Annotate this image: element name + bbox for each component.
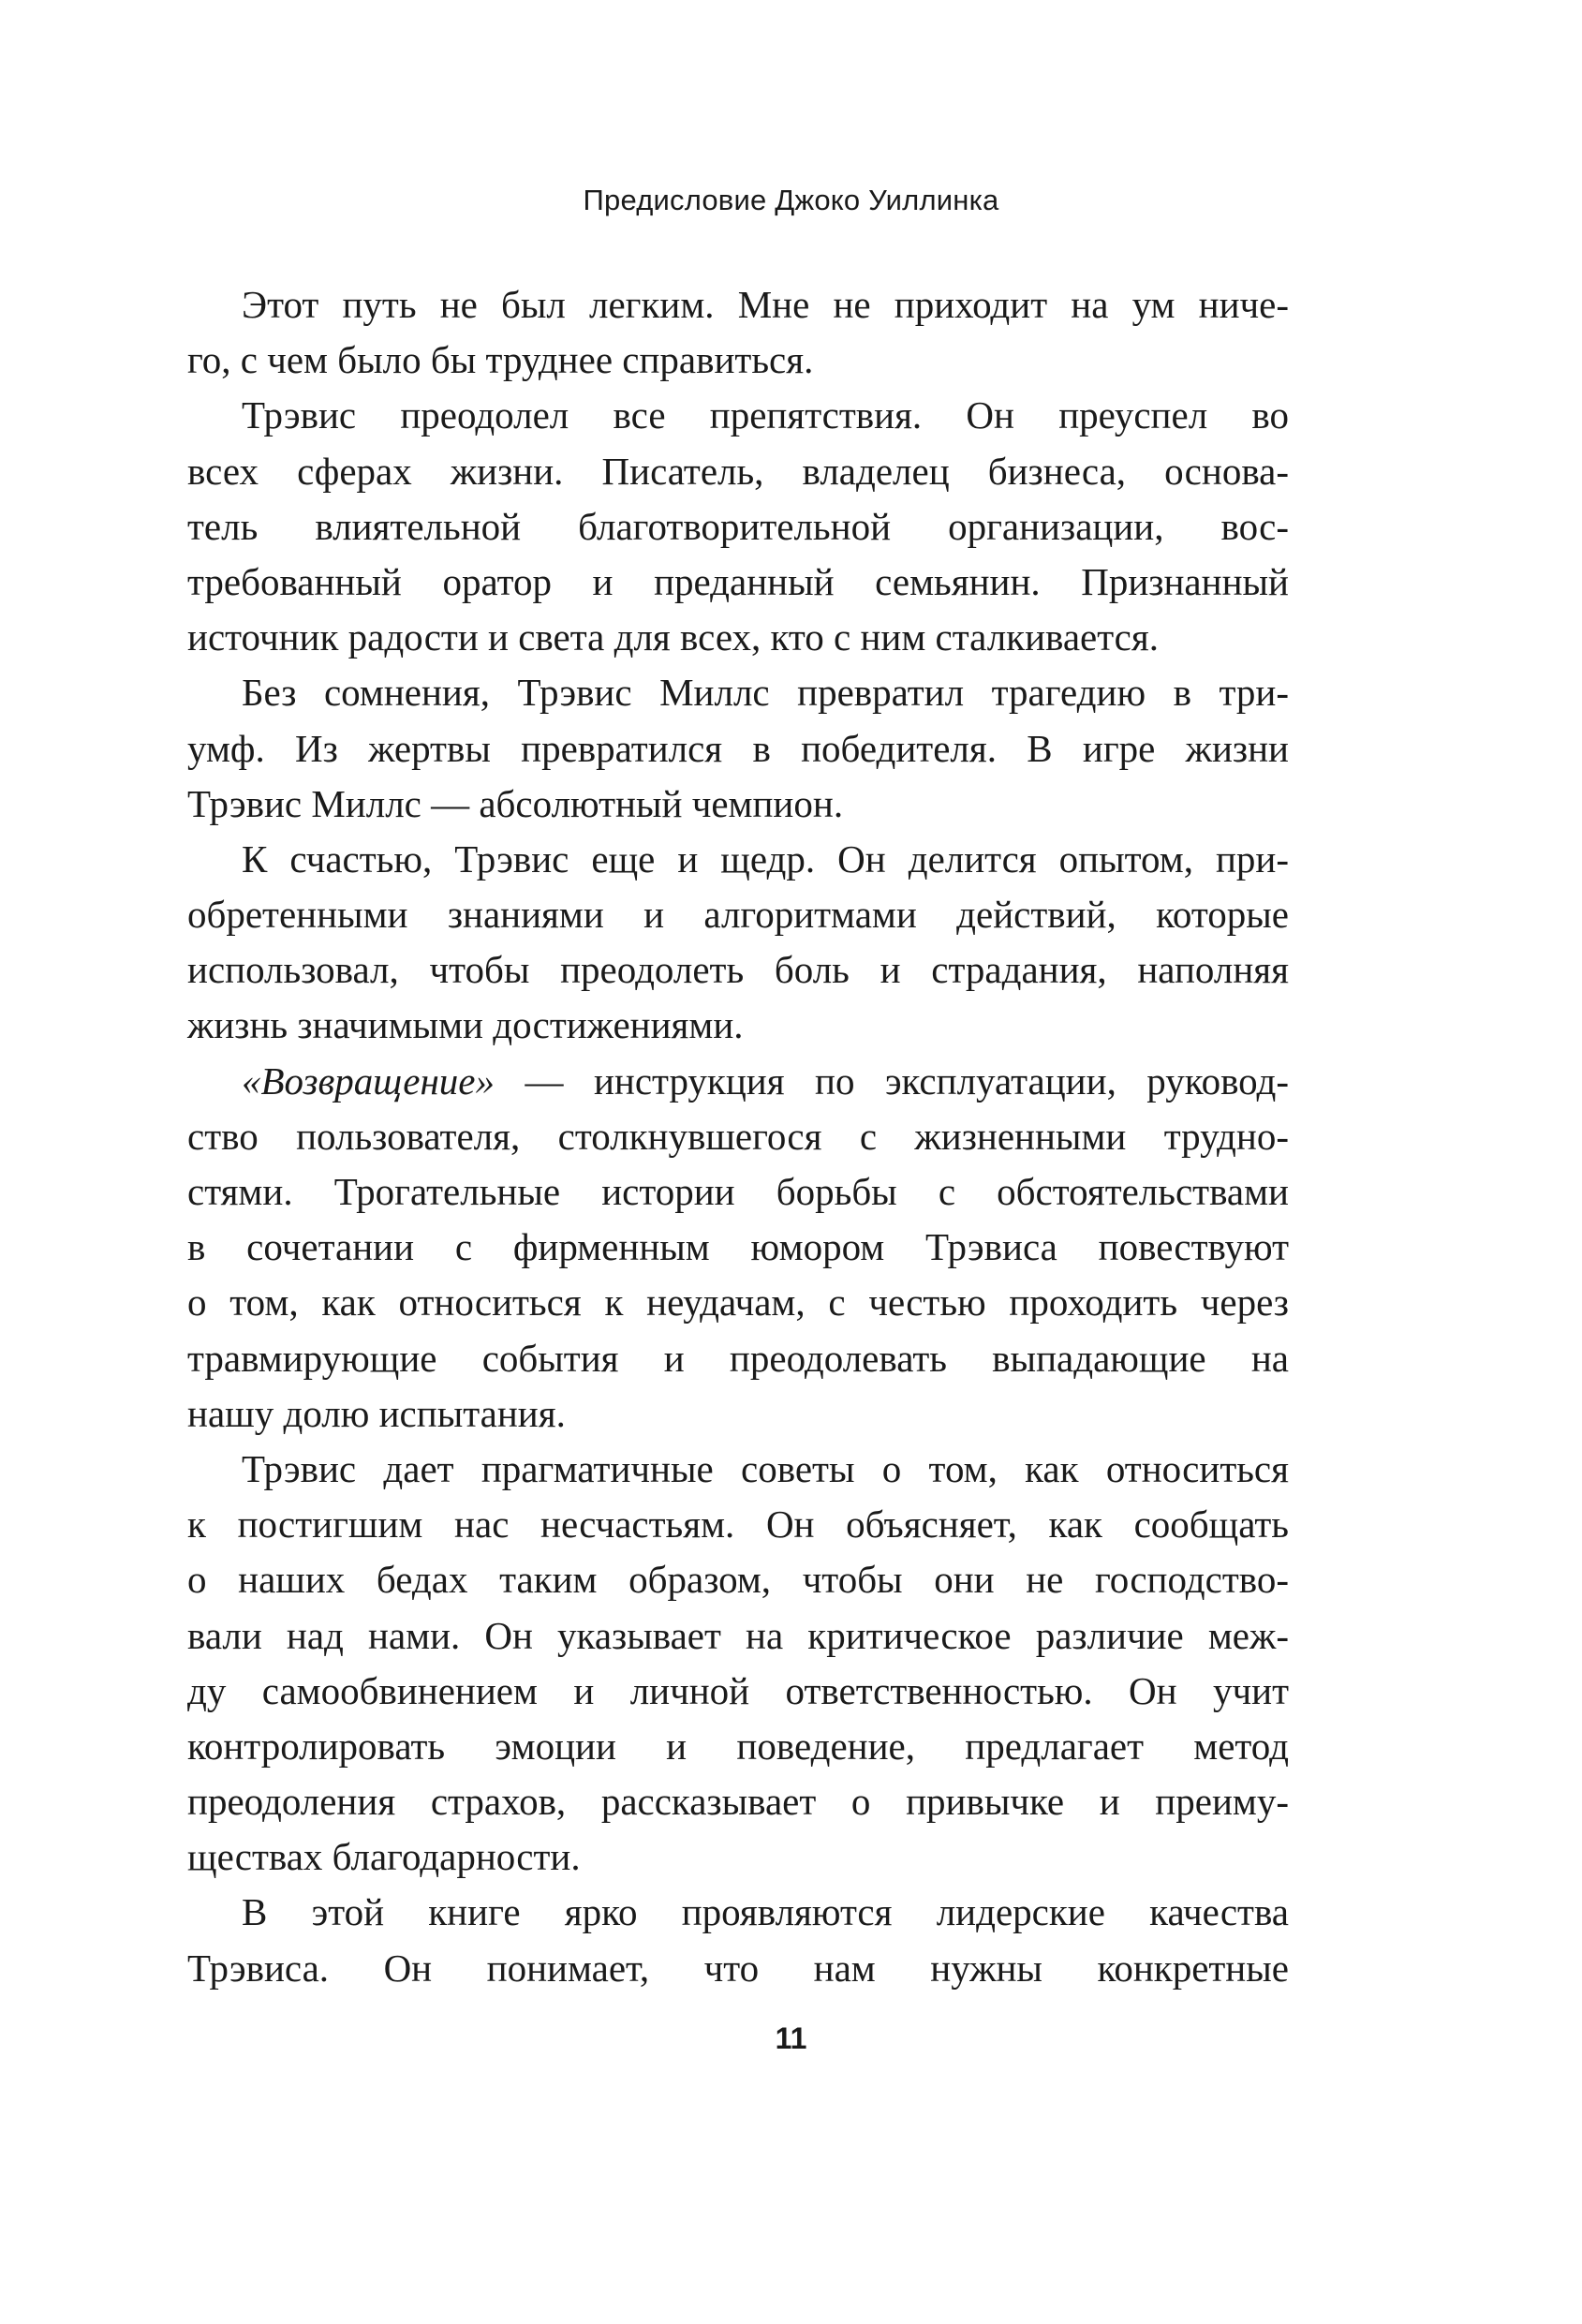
line-text: нашу долю испытания.: [187, 1391, 566, 1435]
text-line: [187, 444, 1289, 499]
line-text: о том, как относиться к неудачам, с честью проходить через: [187, 1280, 1289, 1325]
text-line: [187, 388, 1289, 443]
text-line: [187, 777, 1289, 832]
text-line: [187, 1829, 1289, 1885]
line-text: ществах благодарности.: [187, 1835, 581, 1879]
running-header: Предисловие Джоко Уиллинка: [583, 184, 999, 216]
line-text: го, с чем было бы труднее справиться.: [187, 338, 814, 382]
text-line: [187, 1054, 1289, 1109]
text-line: [187, 832, 1289, 887]
text-line: [187, 887, 1289, 942]
text-line: [187, 942, 1289, 998]
line-text: умф. Из жертвы превратился в победителя. В игре жизни: [187, 726, 1289, 770]
text-line: [187, 1331, 1289, 1386]
text-line: [187, 1442, 1289, 1497]
line-text: требованный оратор и преданный семьянин. Признанный: [187, 559, 1289, 603]
text-line: [187, 1774, 1289, 1829]
text-line: [187, 277, 1289, 333]
line-text: Этот путь не был легким. Мне не приходит на ум ниче-: [242, 283, 1289, 326]
line-text: Трэвиса. Он понимает, что нам нужны конкретные: [187, 1946, 1289, 1990]
line-text: В этой книге ярко проявляются лидерские качества: [242, 1890, 1289, 1934]
line-text: стями. Трогательные истории борьбы с обстоятельствами: [187, 1170, 1289, 1213]
book-title-italic: «Возвращение»: [242, 1058, 495, 1103]
line-text: Трэвис Миллс — абсолютный чемпион.: [187, 781, 844, 825]
body-text: [187, 277, 1289, 1996]
text-line: [187, 1164, 1289, 1220]
line-text: использовал, чтобы преодолеть боль и страдания, наполняя: [187, 948, 1289, 992]
line-text: Трэвис дает прагматичные советы о том, как относиться: [242, 1446, 1289, 1490]
text-line: [187, 499, 1289, 555]
page-number: 11: [775, 2021, 807, 2055]
text-line: [187, 721, 1289, 777]
line-text: вали над нами. Он указывает на критическое различие меж-: [187, 1613, 1289, 1657]
text-line: [187, 1608, 1289, 1664]
line-text: травмирующие события и преодолевать выпадающие на: [187, 1336, 1289, 1380]
text-line: [187, 1885, 1289, 1940]
text-line: [187, 1552, 1289, 1607]
line-text: ство пользователя, столкнувшегося с жизненными трудно-: [187, 1114, 1289, 1158]
text-line: [187, 333, 1289, 388]
text-line: [187, 1941, 1289, 1996]
text-line: [187, 1275, 1289, 1330]
text-line: [187, 1220, 1289, 1275]
line-text: — инструкция по эксплуатации, руковод-: [495, 1058, 1289, 1103]
line-text: К счастью, Трэвис еще и щедр. Он делится опытом, при-: [242, 836, 1289, 881]
text-line: [187, 1664, 1289, 1719]
text-line: [187, 1109, 1289, 1164]
text-line: [187, 1386, 1289, 1442]
line-text: Без сомнения, Трэвис Миллс превратил трагедию в три-: [242, 671, 1289, 715]
line-text: преодоления страхов, рассказывает о привычке и преиму-: [187, 1780, 1289, 1824]
line-text: тель влиятельной благотворительной организации, вос-: [187, 504, 1289, 548]
line-text: ду самообвинением и личной ответственностью. Он учит: [187, 1668, 1289, 1712]
line-text: жизнь значимыми достижениями.: [187, 1003, 744, 1047]
line-text: в сочетании с фирменным юмором Трэвиса повествуют: [187, 1225, 1289, 1269]
line-text: источник радости и света для всех, кто с ним сталкивается.: [187, 615, 1159, 659]
line-text: всех сферах жизни. Писатель, владелец бизнеса, основа-: [187, 449, 1289, 493]
text-line: [187, 998, 1289, 1053]
line-text: обретенными знаниями и алгоритмами действий, которые: [187, 893, 1289, 937]
line-text: к постигшим нас несчастьям. Он объясняет, как сообщать: [187, 1502, 1289, 1547]
line-text: о наших бедах таким образом, чтобы они не господство-: [187, 1558, 1289, 1602]
line-text: Трэвис преодолел все препятствия. Он преуспел во: [242, 393, 1289, 437]
text-line: [187, 665, 1289, 720]
text-line: [187, 1497, 1289, 1552]
text-line: [187, 555, 1289, 610]
text-line: [187, 610, 1289, 665]
line-text: контролировать эмоции и поведение, предлагает метод: [187, 1724, 1289, 1768]
text-line: [187, 1719, 1289, 1774]
